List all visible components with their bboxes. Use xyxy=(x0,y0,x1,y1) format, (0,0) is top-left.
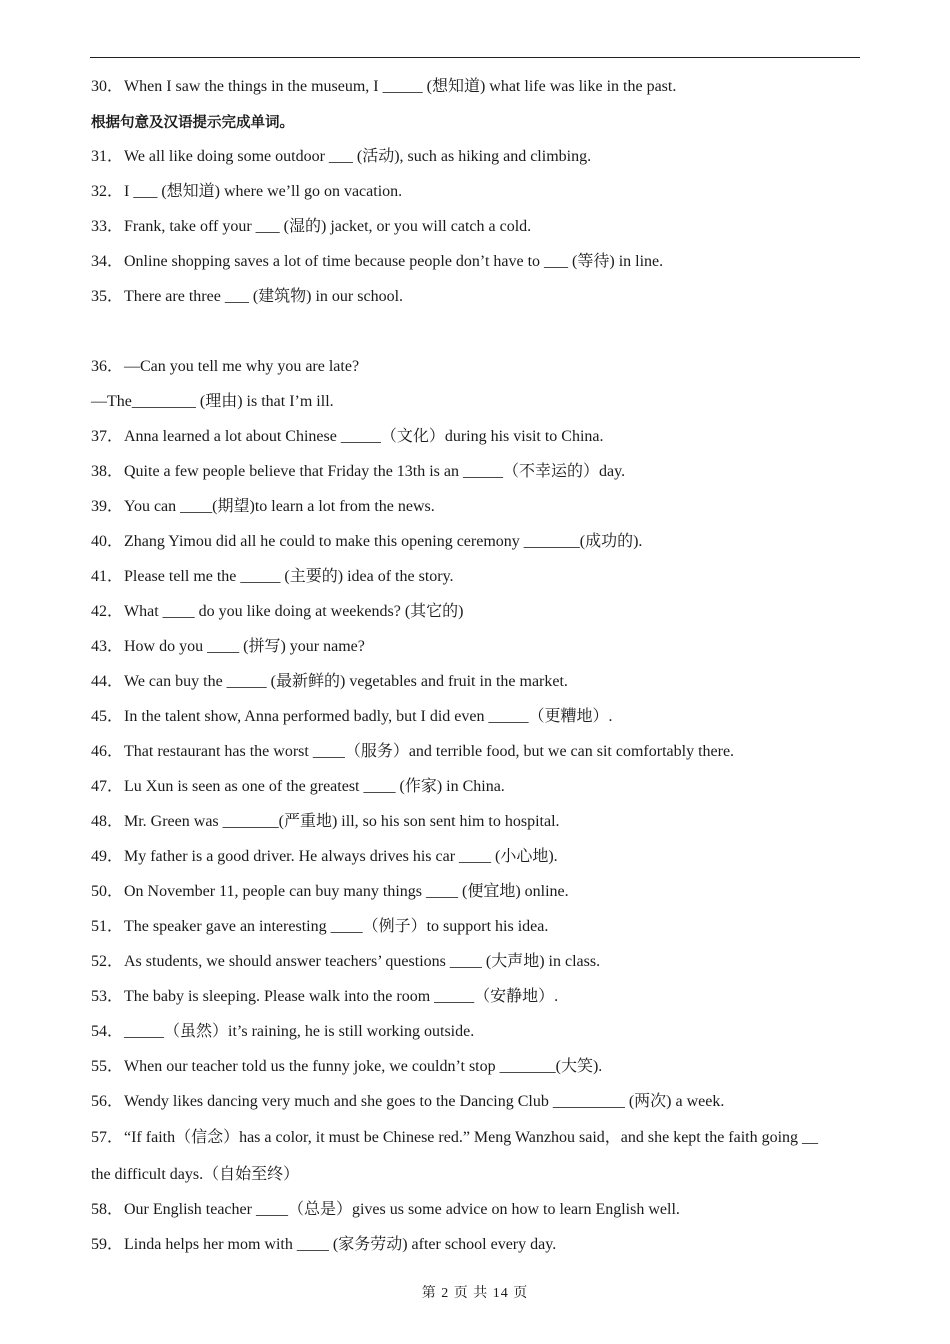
question-36: 36．—Can you tell me why you are late? xyxy=(91,358,360,375)
question-42: 42．What ____ do you like doing at weekends? (其它的) xyxy=(91,603,464,620)
question-text: Our English teacher ____（总是）gives us some advice on how to learn English well. xyxy=(124,1201,680,1218)
question-text: In the talent show, Anna performed badly, but I did even _____（更糟地）. xyxy=(124,708,613,725)
question-39: 39．You can ____(期望)to learn a lot from the news. xyxy=(91,498,435,515)
question-35: 35．There are three ___ (建筑物) in our school. xyxy=(91,288,404,305)
question-40: 40．Zhang Yimou did all he could to make this opening ceremony _______(成功的). xyxy=(91,533,643,550)
page-footer: 第 2 页 共 14 页 xyxy=(421,1286,529,1301)
question-37: 37．Anna learned a lot about Chinese _____（文化）during his visit to China. xyxy=(91,428,604,445)
question-text: You can ____(期望)to learn a lot from the news. xyxy=(124,498,435,515)
question-text: When our teacher told us the funny joke, we couldn’t stop _______(大笑). xyxy=(124,1058,603,1075)
question-text: I ___ (想知道) where we’ll go on vacation. xyxy=(124,183,403,200)
question-text: As students, we should answer teachers’ questions ____ (大声地) in class. xyxy=(124,953,601,970)
question-text: —The________ (理由) is that I’m ill. xyxy=(91,393,334,410)
top-rule xyxy=(90,57,860,58)
question-text: The speaker gave an interesting ____（例子）to support his idea. xyxy=(124,918,549,935)
question-41: 41．Please tell me the _____ (主要的) idea of the story. xyxy=(91,568,454,585)
question-46: 46．That restaurant has the worst ____（服务）and terrible food, but we can sit comfortably there. xyxy=(91,743,735,760)
question-text: When I saw the things in the museum, I _____ (想知道) what life was like in the past. xyxy=(124,78,677,95)
question-45: 45．In the talent show, Anna performed badly, but I did even _____（更糟地）. xyxy=(91,708,613,725)
question-54: 54．_____（虽然）it’s raining, he is still working outside. xyxy=(91,1023,475,1040)
question-text: We can buy the _____ (最新鲜的) vegetables and fruit in the market. xyxy=(124,673,568,690)
question-47: 47．Lu Xun is seen as one of the greatest ____ (作家) in China. xyxy=(91,778,505,795)
question-text: There are three ___ (建筑物) in our school. xyxy=(124,288,404,305)
question-text: Lu Xun is seen as one of the greatest ____ (作家) in China. xyxy=(124,778,505,795)
question-text: _____（虽然）it’s raining, he is still working outside. xyxy=(124,1023,475,1040)
question-text: What ____ do you like doing at weekends? (其它的) xyxy=(124,603,464,620)
question-text: —Can you tell me why you are late? xyxy=(124,358,360,375)
question-52: 52．As students, we should answer teachers’ questions ____ (大声地) in class. xyxy=(91,953,601,970)
question-text: Quite a few people believe that Friday the 13th is an _____（不幸运的）day. xyxy=(124,463,626,480)
question-56: 56．Wendy likes dancing very much and she goes to the Dancing Club _________ (两次) a week. xyxy=(91,1093,725,1110)
question-43: 43．How do you ____ (拼写) your name? xyxy=(91,638,365,655)
question-text: My father is a good driver. He always drives his car ____ (小心地). xyxy=(124,848,558,865)
question-text: Online shopping saves a lot of time because people don’t have to ___ (等待) in line. xyxy=(124,253,664,270)
question-34: 34．Online shopping saves a lot of time because people don’t have to ___ (等待) in line. xyxy=(91,253,664,270)
question-55: 55．When our teacher told us the funny joke, we couldn’t stop _______(大笑). xyxy=(91,1058,603,1075)
question-text: The baby is sleeping. Please walk into the room _____（安静地）. xyxy=(124,988,559,1005)
question-53: 53．The baby is sleeping. Please walk into the room _____（安静地）. xyxy=(91,988,559,1005)
question-31: 31．We all like doing some outdoor ___ (活动), such as hiking and climbing. xyxy=(91,148,592,165)
question-text: We all like doing some outdoor ___ (活动), such as hiking and climbing. xyxy=(124,148,592,165)
question-text: Linda helps her mom with ____ (家务劳动) after school every day. xyxy=(124,1236,557,1253)
question-36-answer-line xyxy=(91,392,334,412)
question-32: 32．I ___ (想知道) where we’ll go on vacation. xyxy=(91,183,403,200)
question-text: Please tell me the _____ (主要的) idea of the story. xyxy=(124,568,454,585)
question-text: “If faith（信念）has a color, it must be Chinese red.” Meng Wanzhou said，and she kept the faith going __ xyxy=(124,1129,819,1146)
question-text: Mr. Green was _______(严重地) ill, so his son sent him to hospital. xyxy=(124,813,560,830)
question-57-continuation xyxy=(91,1165,299,1185)
question-text: Zhang Yimou did all he could to make this opening ceremony _______(成功的). xyxy=(124,533,643,550)
question-57: 57．“If faith（信念）has a color, it must be Chinese red.” Meng Wanzhou said，and she kept the faith going __ xyxy=(91,1129,819,1146)
question-59: 59．Linda helps her mom with ____ (家务劳动) after school every day. xyxy=(91,1236,557,1253)
question-text: That restaurant has the worst ____（服务）and terrible food, but we can sit comfortably there. xyxy=(124,743,735,760)
question-text: On November 11, people can buy many things ____ (便宜地) online. xyxy=(124,883,569,900)
question-44: 44．We can buy the _____ (最新鲜的) vegetables and fruit in the market. xyxy=(91,673,568,690)
question-33: 33．Frank, take off your ___ (湿的) jacket, or you will catch a cold. xyxy=(91,218,532,235)
question-text: Wendy likes dancing very much and she goes to the Dancing Club _________ (两次) a week. xyxy=(124,1093,725,1110)
question-51: 51．The speaker gave an interesting ____（例子）to support his idea. xyxy=(91,918,549,935)
question-50: 50．On November 11, people can buy many things ____ (便宜地) online. xyxy=(91,883,569,900)
question-text: Frank, take off your ___ (湿的) jacket, or you will catch a cold. xyxy=(124,218,532,235)
question-49: 49．My father is a good driver. He always drives his car ____ (小心地). xyxy=(91,848,558,865)
question-text: the difficult days.（自始至终） xyxy=(91,1166,300,1183)
section-heading: 根据句意及汉语提示完成单词。 xyxy=(91,115,294,131)
question-text: How do you ____ (拼写) your name? xyxy=(124,638,365,655)
question-58: 58．Our English teacher ____（总是）gives us some advice on how to learn English well. xyxy=(91,1201,680,1218)
question-38: 38．Quite a few people believe that Friday the 13th is an _____（不幸运的）day. xyxy=(91,463,626,480)
question-30: 30．When I saw the things in the museum, I _____ (想知道) what life was like in the past. xyxy=(91,78,677,95)
question-48: 48．Mr. Green was _______(严重地) ill, so his son sent him to hospital. xyxy=(91,813,560,830)
question-text: Anna learned a lot about Chinese _____（文化）during his visit to China. xyxy=(124,428,604,445)
